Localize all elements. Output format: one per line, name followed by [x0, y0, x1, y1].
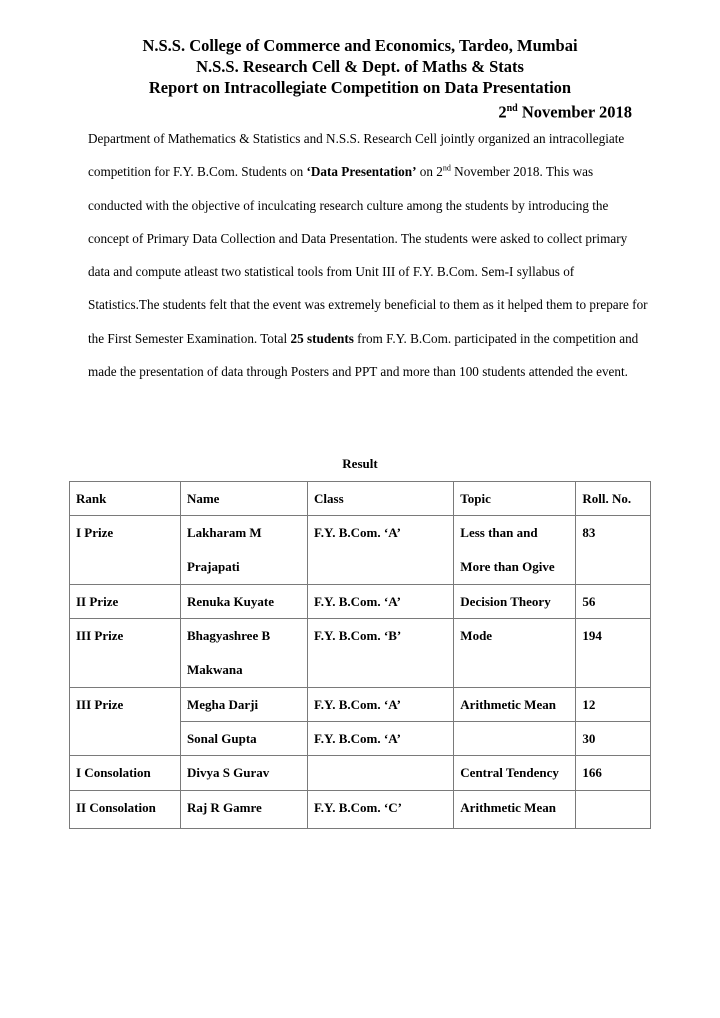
- cell-roll-no: 56: [576, 585, 651, 619]
- report-title: Report on Intracollegiate Competition on Data Presentation: [148, 78, 572, 97]
- table-row: [70, 688, 651, 722]
- cell-roll-no: 12: [576, 688, 651, 722]
- cell-topic: Mode: [454, 619, 576, 688]
- cell-rank: II Prize: [70, 585, 181, 619]
- header-name: Name: [180, 482, 307, 516]
- cell-rank: III Prize: [70, 688, 181, 756]
- cell-name: Bhagyashree B Makwana: [180, 619, 307, 688]
- cell-roll-no: 194: [576, 619, 651, 688]
- cell-roll-no: 166: [576, 756, 651, 791]
- cell-class: F.Y. B.Com. ‘A’: [308, 722, 454, 756]
- cell-class: F.Y. B.Com. ‘B’: [308, 619, 454, 688]
- cell-class: F.Y. B.Com. ‘A’: [308, 585, 454, 619]
- college-name-heading: N.S.S. College of Commerce and Economics, Tardeo, Mumbai: [142, 36, 578, 55]
- cell-roll-no: 30: [576, 722, 651, 756]
- cell-name: Megha Darji: [180, 688, 307, 722]
- cell-name: Divya S Gurav: [180, 756, 307, 791]
- cell-rank: I Prize: [70, 516, 181, 585]
- cell-topic: [454, 722, 576, 756]
- cell-class: F.Y. B.Com. ‘A’: [308, 516, 454, 585]
- result-table: [69, 481, 651, 829]
- table-row: [70, 756, 651, 791]
- cell-name: Renuka Kuyate: [180, 585, 307, 619]
- cell-rank: II Consolation: [70, 791, 181, 829]
- cell-topic: Arithmetic Mean: [454, 791, 576, 829]
- header-topic: Topic: [454, 482, 576, 516]
- cell-roll-no: [576, 791, 651, 829]
- cell-topic: Central Tendency: [454, 756, 576, 791]
- header-rank: Rank: [70, 482, 181, 516]
- cell-class: F.Y. B.Com. ‘A’: [308, 688, 454, 722]
- cell-class: [308, 756, 454, 791]
- cell-topic: Arithmetic Mean: [454, 688, 576, 722]
- cell-class: F.Y. B.Com. ‘C’: [308, 791, 454, 829]
- cell-topic: Decision Theory: [454, 585, 576, 619]
- header-roll-no: Roll. No.: [576, 482, 651, 516]
- cell-rank: I Consolation: [70, 756, 181, 791]
- result-heading: Result: [342, 456, 378, 471]
- cell-topic: Less than and More than Ogive: [454, 516, 576, 585]
- header-class: Class: [308, 482, 454, 516]
- cell-roll-no: 83: [576, 516, 651, 585]
- table-header-row: [70, 482, 651, 516]
- table-row: [70, 791, 651, 829]
- table-row: [70, 585, 651, 619]
- cell-name: Sonal Gupta: [180, 722, 307, 756]
- cell-rank: III Prize: [70, 619, 181, 688]
- table-row: [70, 516, 651, 585]
- cell-name: Lakharam M Prajapati: [180, 516, 307, 585]
- cell-name: Raj R Gamre: [180, 791, 307, 829]
- table-row: [70, 619, 651, 688]
- research-cell-heading: N.S.S. Research Cell & Dept. of Maths & Stats: [196, 57, 524, 76]
- report-date: 2nd November 2018: [498, 102, 632, 122]
- report-paragraph: Department of Mathematics & Statistics and N.S.S. Research Cell jointly organized an intracollegiate competition for F.Y. B.Com. Students on ‘Data Presentation’ on 2nd November 2018. This was conducted with the objective of inculcating research culture among the students by introducing the concept of Primary Data Collection and Data Presentation. The students were asked to collect primary data and compute atleast two statistical tools from Unit III of F.Y. B.Com. Sem-I syllabus of Statistics.The students felt that the event was extremely beneficial to them as it helped them to prepare for the First Semester Examination. Total 25 students from F.Y. B.Com. participated in the competition and made the presentation of data through Posters and PPT and more than 100 students attended the event.: [88, 131, 648, 380]
